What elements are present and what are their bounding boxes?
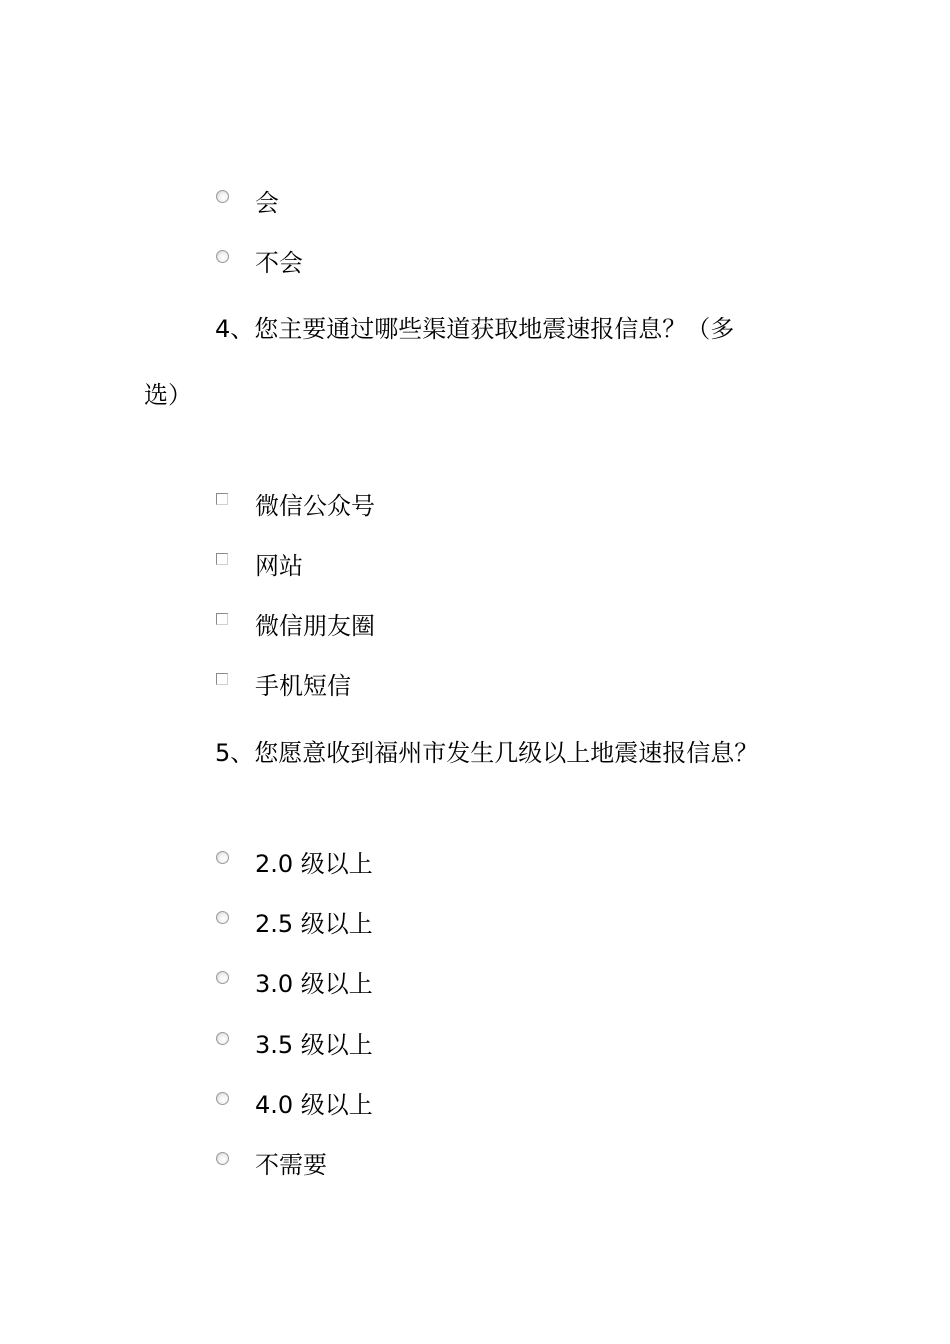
option-label: 不会 bbox=[255, 249, 303, 277]
option-label: 2.5 级以上 bbox=[255, 910, 373, 938]
option-label: 网站 bbox=[255, 552, 303, 580]
option-label: 不需要 bbox=[255, 1151, 327, 1179]
option-label: 3.5 级以上 bbox=[255, 1031, 373, 1059]
radio-button-icon[interactable] bbox=[216, 851, 229, 864]
option-label: 会 bbox=[255, 189, 279, 217]
radio-button-icon[interactable] bbox=[216, 190, 229, 203]
radio-button-icon[interactable] bbox=[216, 911, 229, 924]
question-4-title-continued: 选） bbox=[144, 381, 192, 409]
question-4-title: 4、您主要通过哪些渠道获取地震速报信息？（多 bbox=[215, 315, 735, 343]
question-5-title: 5、您愿意收到福州市发生几级以上地震速报信息？ bbox=[215, 739, 759, 767]
radio-button-icon[interactable] bbox=[216, 1032, 229, 1045]
radio-button-icon[interactable] bbox=[216, 971, 229, 984]
option-label: 4.0 级以上 bbox=[255, 1091, 373, 1119]
radio-button-icon[interactable] bbox=[216, 1092, 229, 1105]
radio-button-icon[interactable] bbox=[216, 1152, 229, 1165]
option-label: 2.0 级以上 bbox=[255, 850, 373, 878]
option-label: 微信朋友圈 bbox=[255, 612, 375, 640]
checkbox-icon[interactable] bbox=[216, 493, 228, 505]
checkbox-icon[interactable] bbox=[216, 553, 228, 565]
radio-button-icon[interactable] bbox=[216, 250, 229, 263]
option-label: 3.0 级以上 bbox=[255, 970, 373, 998]
checkbox-icon[interactable] bbox=[216, 613, 228, 625]
option-label: 微信公众号 bbox=[255, 492, 375, 520]
option-label: 手机短信 bbox=[255, 672, 351, 700]
checkbox-icon[interactable] bbox=[216, 673, 228, 685]
